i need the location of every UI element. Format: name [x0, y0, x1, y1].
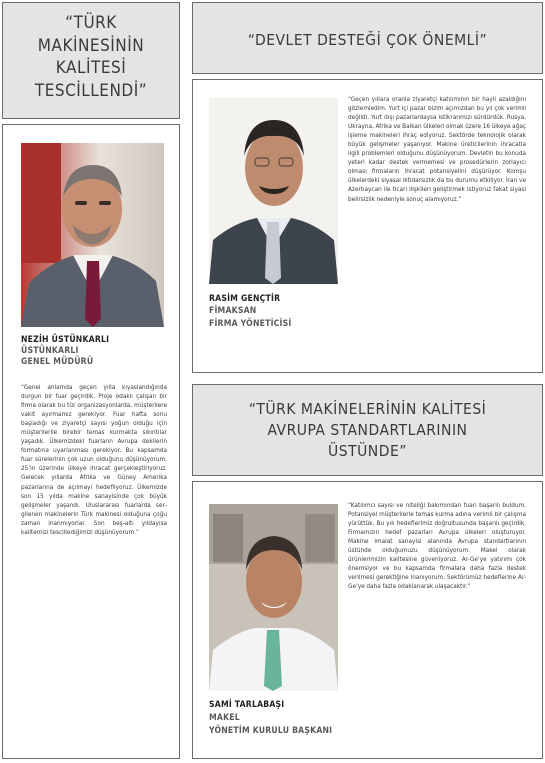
bottom-right-person-role: YÖNETİM KURULU BAŞKANI [209, 726, 333, 736]
nezih-ustunkarli-photo [21, 143, 164, 327]
left-person-name: NEZİH ÜSTÜNKARLI [21, 335, 110, 345]
left-person-company: ÜSTÜNKARLI [21, 346, 79, 356]
left-quote: “Genel anlamda geçen yılla kıyaslandığında durgun bir fuar geçirdik. Proje odaklı çalışan bir firma olarak bu tür organizasyonlarda, müşterilere vakit ayırmamız gerekiyor. Fuar hafta sonu başladığı ve ziyaretçi sayısı yoğun olduğu için müşterilerile birebir temas kurmakta sıkıntılar yaşadık. Ülkemizdeki fuarların Avrupa dekilerin formatına uyarlanması gerekiyor. Bu kapsamda fuar sürelerinin çok uzun olduğunu düşünüyorum. 25’in üzerinde ülkeye ihracat gerçekleştiriyoruz. Gelecek yıllarda Afrika ve Güney Amerika pazarlarına de açılmayı hedefliyoruz. Ülkemizde son 15 yılda makine sanayisinde çok büyük gelişmeler yaşandı. Uluslararası fuarlarda sergilenen makinelerin Türk makinesi olduğuna çoğu zaman inanmıyorlar. Son beş-altı yıldayısa kalitemizi tescillediğimizi düşünüyorum.” [21, 383, 167, 536]
bottom-right-headline [194, 399, 541, 462]
bottom-right-headline-line-1: “TÜRK MAKİNELERİNİN KALİTESİ [248, 400, 487, 418]
rasim-genctir-photo [209, 98, 338, 284]
bottom-right-quote: “Katılımcı sayısı ve niteliği bakımından fuarı başarılı buldum. Potansiyel müşterilerle temas kurma adına verimli bir çalışma yürüttük. Bu yılı hedeflerimiz doğrultusunda başarılı geçirdik. Firmamızın hedef pazarları Avrupa ülkeleri oluşturuyor. Makine imalat sanayisi alanında Avrupa standartlarının üstünde olduğumuzu düşünüyorum. Makel olarak ürünlerimizin kalitesine güveniyoruz. Ar-Ge’ye yatırımı çok önemsiyor ve bu kapsamda firmalara daha fazla destek verilmesi gerektiğine inanıyorum. Sektörümüz hedeflerine Ar-Ge’ye daha fazla odaklanarak ulaşacaktır.” [348, 501, 526, 591]
top-right-quote: “Geçen yıllara oranla ziyaretçi katılımının bir hayli azaldığını gözlemledim. Yurt içi pazar bizim açımızdan bu yıl çok verimli değildi. Yurt dışı pazarlardaysa istikrarımızı sürdürdük. Rusya, Ukrayna, Afrika ve Balkan ülkeleri olmak üzere 16 ülkeye ağaç işleme makineleri ihraç ediyoruz. Sektörde teknolojik olarak büyük gelişmeler yaşanıyor. Makine üreticilerinin ihracatla ilgili problemleri olduğunu düşünüyorum. Devletin bu konuda yeteri kadar destek vermemesi ve prosedürlerin zorlayıcı olması firmaların ihracat potansiyelini düşürüyor. Komşu ülkelerdeki siyasal iktidarsızlık da bu durumu etkiliyor. İran ve Azerbaycan ile ticari ilişkileri geliştirmek istiyoruz fakat siyasi belirsizlik nedeniyle sonuç alamıyoruz.” [348, 95, 526, 203]
left-headline-line-1: “TÜRK [65, 13, 117, 33]
left-headline-line-2: MAKİNESİNİN [37, 35, 145, 56]
bottom-right-headline-line-2: AVRUPA STANDARTLARININ [267, 421, 468, 439]
left-headline [4, 12, 178, 102]
top-right-headline: “DEVLET DESTEĞİ ÇOK ÖNEMLİ” [247, 31, 488, 49]
top-right-person-role: FİRMA YÖNETİCİSİ [209, 319, 292, 329]
sami-tarlabasi-photo [209, 504, 338, 691]
left-headline-line-3: KALİTESİ [55, 58, 127, 78]
bottom-right-person-company: MAKEL [209, 713, 240, 723]
bottom-right-headline-line-3: ÜSTÜNDE” [328, 442, 407, 460]
bottom-right-person-name: SAMİ TARLABAŞI [209, 700, 285, 710]
left-person-role: GENEL MÜDÜRÜ [21, 357, 94, 367]
top-right-person-company: FİMAKSAN [209, 306, 257, 316]
left-headline-line-4: TESCİLLENDİ” [34, 80, 148, 101]
top-right-person-name: RASİM GENÇTİR [209, 294, 281, 304]
